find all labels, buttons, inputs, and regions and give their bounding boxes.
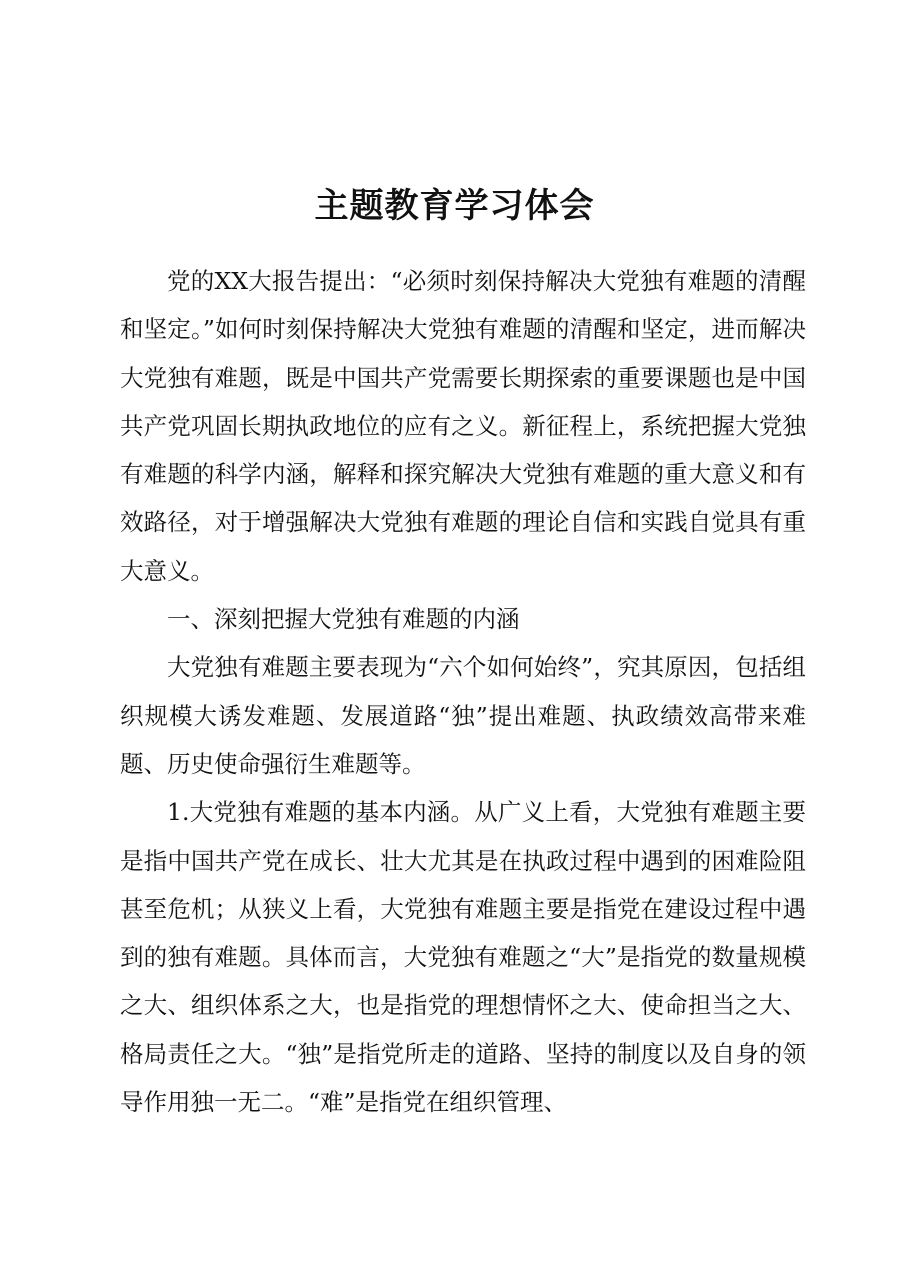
paragraph-intro: 党的XX大报告提出：“必须时刻保持解决大党独有难题的清醒和坚定。”如何时刻保持解决大党独有难题的清醒和坚定，进而解决大党独有难题，既是中国共产党需要长期探索的重要课题也是中国共产党巩固长期执政地位的应有之义。新征程上，系统把握大党独有难题的科学内涵，解释和探究解决大党独有难题的重大意义和有效路径，对于增强解决大党独有难题的理论自信和实践自觉具有重大意义。 <box>120 267 806 585</box>
document-title: 主题教育学习体会 <box>314 186 595 226</box>
paragraph-basic-meaning: 1.大党独有难题的基本内涵。从广义上看，大党独有难题主要是指中国共产党在成长、壮大尤其是在执政过程中遇到的困难险阻甚至危机；从狭义上看，大党独有难题主要是指党在建设过程中遇到的独有难题。具体而言，大党独有难题之“大”是指党的数量规模之大、组织体系之大，也是指党的理想情怀之大、使命担当之大、格局责任之大。“独”是指党所走的道路、坚持的制度以及自身的领导作用独一无二。“难”是指党在组织管理、 <box>120 798 806 1117</box>
document-body <box>120 257 806 1126</box>
section-heading-1: 一、深刻把握大党独有难题的内涵 <box>167 605 520 634</box>
paragraph-causes: 大党独有难题主要表现为“六个如何始终”，究其原因，包括组织规模大诱发难题、发展道路“独”提出难题、执政绩效高带来难题、历史使命强衍生难题等。 <box>120 653 806 778</box>
